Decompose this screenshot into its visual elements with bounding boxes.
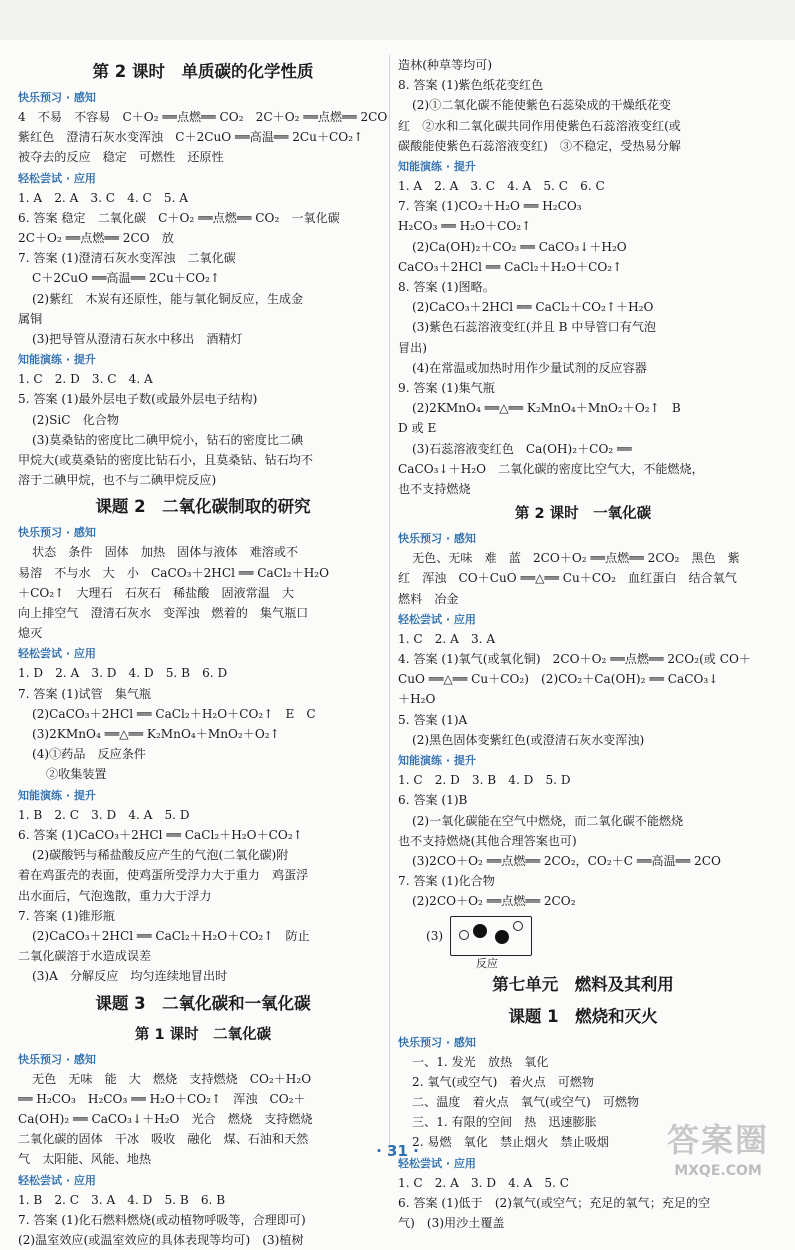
answer-line: 7. 答案 (1)澄清石灰水变浑浊 二氧化碳 [18, 251, 236, 266]
answer-line: 9. 答案 (1)集气瓶 [398, 381, 495, 396]
answer-line: 碳酸能使紫色石蕊溶液变红) ③不稳定，受热易分解 [398, 138, 681, 153]
answer-line: 5. 答案 (1)A [398, 712, 468, 727]
watermark-text: 答案圈 [666, 1121, 769, 1159]
subsection-label: 快乐预习 · 感知 [18, 526, 96, 540]
subsection-label: 知能演练 · 提升 [18, 788, 96, 802]
subsection-label: 快乐预习 · 感知 [398, 1035, 476, 1049]
answer-line: 气) (3)用沙土覆盖 [398, 1215, 505, 1230]
left-column [18, 55, 388, 1250]
answer-line: (2)黑色固体变紫红色(或澄清石灰水变浑浊) [412, 732, 645, 747]
answer-line: 8. 答案 (1)紫色纸花变红色 [398, 78, 544, 93]
answer-line: 气 太阳能、风能、地热 [18, 1152, 152, 1167]
answer-line: ②收集装置 [46, 767, 107, 782]
answer-line: 燃料 冶金 [398, 591, 459, 606]
answer-line: 7. 答案 (1)锥形瓶 [18, 908, 115, 923]
small-atom-icon [459, 930, 469, 940]
answer-line: 7. 答案 (1)试管 集气瓶 [18, 686, 152, 701]
answer-line: 熄灭 [18, 626, 43, 641]
right-column [398, 55, 768, 1233]
answer-line: 6. 答案 (1)低于 (2)氧气(或空气；充足的氧气；充足的空 [398, 1195, 711, 1210]
answer-line: 二氧化碳溶于水造成误差 [18, 949, 152, 964]
answer-line: (2)温室效应(或温室效应的具体表现等均可) (3)植树 [18, 1232, 304, 1247]
section-heading: 第 2 课时 单质碳的化学性质 [92, 62, 314, 81]
answer-line: 也不支持燃烧 [398, 482, 471, 497]
section-heading: 课题 3 二氧化碳和一氧化碳 [95, 993, 311, 1013]
reaction-box [450, 916, 532, 956]
answer-line: (3)A 分解反应 均匀连续地冒出时 [32, 969, 228, 984]
answer-line: 1. B 2. C 3. D 4. A 5. D [18, 807, 190, 822]
answer-line: 无色 无味 能 大 燃烧 支持燃烧 CO₂＋H₂O [32, 1071, 312, 1086]
answer-line: 6. 答案 稳定 二氧化碳 C＋O₂ ══点燃══ CO₂ 一氧化碳 [18, 210, 340, 225]
subsection-label: 知能演练 · 提升 [18, 353, 96, 367]
large-atom-icon [473, 924, 487, 938]
answer-line: 1. A 2. A 3. C 4. A 5. C 6. C [398, 179, 605, 194]
answer-line: 二氧化碳的固体 干冰 吸收 融化 煤、石油和天然 [18, 1132, 309, 1147]
answer-line: 属铜 [18, 311, 43, 326]
answer-line: (2)CaCO₃＋2HCl ══ CaCl₂＋CO₂↑＋H₂O [412, 300, 654, 315]
answer-line: D 或 E [398, 421, 437, 436]
watermark-logo [648, 1118, 788, 1192]
answer-line: (2)CaCO₃＋2HCl ══ CaCl₂＋H₂O＋CO₂↑ 防止 [32, 928, 310, 943]
answer-line: 5. 答案 (1)最外层电子数(或最外层电子结构) [18, 392, 258, 407]
answer-line: CaCO₃↓＋H₂O 二氧化碳的密度比空气大，不能燃烧， [398, 461, 704, 476]
page-number: · 31 · [376, 1142, 419, 1160]
answer-line: ＋CO₂↑ 大理石 石灰石 稀盐酸 固液常温 大 [18, 585, 295, 600]
answer-line: 6. 答案 (1)B [398, 793, 468, 808]
answer-line: 状态 条件 固体 加热 固体与液体 难溶或不 [32, 545, 299, 560]
diagram-label: (3) [426, 928, 444, 943]
answer-line: (2)2CO＋O₂ ══点燃══ 2CO₂ [412, 894, 576, 909]
answer-line: 三、1. 有限的空间 热 迅速膨胀 [412, 1115, 597, 1130]
answer-line: 甲烷大(或莫桑钻的密度比钻石小，且莫桑钻、钻石均不 [18, 453, 313, 468]
answer-line: 被夺去的反应 稳定 可燃性 还原性 [18, 150, 224, 165]
lesson-heading: 第 2 课时 一氧化碳 [514, 506, 652, 523]
answer-line: 7. 答案 (1)CO₂＋H₂O ══ H₂CO₃ [398, 199, 582, 214]
answer-line: 向上排空气 澄清石灰水 变浑浊 燃着的 集气瓶口 [18, 606, 309, 621]
top-shadow-band [0, 0, 795, 40]
subsection-label: 轻松尝试 · 应用 [18, 1173, 96, 1187]
answer-line: 冒出) [398, 340, 427, 355]
answer-line: 1. C 2. D 3. B 4. D 5. D [398, 773, 571, 788]
answer-line: ══ H₂CO₃ H₂CO₃ ══ H₂O＋CO₂↑ 浑浊 CO₂＋ [18, 1091, 306, 1106]
answer-line: (2)SiC 化合物 [32, 412, 119, 427]
reaction-diagram [398, 912, 768, 968]
answer-line: (3)2KMnO₄ ══△══ K₂MnO₄＋MnO₂＋O₂↑ [32, 727, 280, 742]
answer-line: (2)①二氧化碳不能使紫色石蕊染成的干燥纸花变 [412, 98, 672, 113]
answer-line: 1. C 2. A 3. A [398, 631, 496, 646]
answer-line: (2)紫红 木炭有还原性，能与氧化铜反应，生成金 [32, 291, 304, 306]
subsection-label: 快乐预习 · 感知 [398, 532, 476, 546]
answer-line: 1. D 2. A 3. D 4. D 5. B 6. D [18, 666, 228, 681]
answer-line: 无色、无味 难 蓝 2CO＋O₂ ══点燃══ 2CO₂ 黑色 紫 [412, 551, 740, 566]
answer-line: 1. B 2. C 3. A 4. D 5. B 6. B [18, 1192, 226, 1207]
answer-line: 4. 答案 (1)氧气(或氧化铜) 2CO＋O₂ ══点燃══ 2CO₂(或 CO＋ [398, 652, 751, 667]
answer-line: (4)①药品 反应条件 [32, 747, 146, 762]
subsection-label: 轻松尝试 · 应用 [398, 612, 476, 626]
answer-line: (3)莫桑钻的密度比二碘甲烷小，钻石的密度比二碘 [32, 432, 304, 447]
answer-line: 着在鸡蛋壳的表面，使鸡蛋所受浮力大于重力 鸡蛋浮 [18, 868, 309, 883]
subsection-label: 知能演练 · 提升 [398, 160, 476, 174]
watermark-url: MXQE.COM [674, 1163, 762, 1179]
section-heading: 课题 1 燃烧和灭火 [508, 1006, 658, 1026]
subsection-label: 快乐预习 · 感知 [18, 91, 96, 104]
lesson-heading: 第 1 课时 二氧化碳 [134, 1026, 272, 1043]
subsection-label: 轻松尝试 · 应用 [398, 1156, 476, 1170]
answer-line: 紫红色 澄清石灰水变浑浊 C＋2CuO ══高温══ 2Cu＋CO₂↑ [18, 130, 364, 145]
answer-line: (2)一氧化碳能在空气中燃烧，而二氧化碳不能燃烧 [412, 813, 684, 828]
diagram-caption: 反应 [476, 956, 498, 970]
answer-line: 红 浑浊 CO＋CuO ══△══ Cu＋CO₂ 血红蛋白 结合氧气 [398, 571, 737, 586]
answer-line: 一、1. 发光 放热 氧化 [412, 1054, 549, 1069]
small-atom-icon [513, 921, 523, 931]
answer-line: CaCO₃＋2HCl ══ CaCl₂＋H₂O＋CO₂↑ [398, 259, 623, 274]
answer-line: (3)把导管从澄清石灰水中移出 酒精灯 [32, 332, 243, 347]
answer-line: 4 不易 不容易 C＋O₂ ══点燃══ CO₂ 2C＋O₂ ══点燃══ 2CO [18, 110, 388, 124]
answer-line: 1. A 2. A 3. C 4. C 5. A [18, 190, 188, 205]
column-divider [389, 55, 390, 1155]
answer-line: 1. C 2. A 3. D 4. A 5. C [398, 1175, 569, 1190]
answer-line: 2. 易燃 氧化 禁止烟火 禁止吸烟 [412, 1135, 609, 1150]
answer-line: (2)CaCO₃＋2HCl ══ CaCl₂＋H₂O＋CO₂↑ E C [32, 706, 316, 721]
answer-line: 1. C 2. D 3. C 4. A [18, 372, 153, 387]
answer-line: (4)在常温或加热时用作少量试剂的反应容器 [412, 360, 647, 375]
answer-line: 造林(种草等均可) [398, 58, 493, 72]
answer-line: 红 ②水和二氧化碳共同作用使紫色石蕊溶液变红(或 [398, 118, 681, 133]
answer-line: 易溶 不与水 大 小 CaCO₃＋2HCl ══ CaCl₂＋H₂O [18, 565, 330, 580]
answer-line: 也不支持燃烧(其他合理答案也可) [398, 833, 577, 848]
answer-line: 溶于二碘甲烷，也不与二碘甲烷反应) [18, 473, 217, 488]
answer-line: 二、温度 着火点 氧气(或空气) 可燃物 [412, 1094, 640, 1109]
answer-line: (3)2CO＋O₂ ══点燃══ 2CO₂，CO₂＋C ══高温══ 2CO [412, 853, 721, 868]
answer-line: Ca(OH)₂ ══ CaCO₃↓＋H₂O 光合 燃烧 支持燃烧 [18, 1111, 313, 1126]
answer-line: (3)紫色石蕊溶液变红(并且 B 中导管口有气泡 [412, 320, 657, 335]
subsection-label: 知能演练 · 提升 [398, 754, 476, 768]
answer-line: 2C＋O₂ ══点燃══ 2CO 放 [18, 231, 174, 246]
answer-line: 出水面后，气泡逸散，重力大于浮力 [18, 888, 212, 903]
answer-line: 7. 答案 (1)化合物 [398, 874, 495, 889]
answer-line: CuO ══△══ Cu＋CO₂) (2)CO₂＋Ca(OH)₂ ══ CaCO₃↓ [398, 672, 719, 687]
answer-line: (2)Ca(OH)₂＋CO₂ ══ CaCO₃↓＋H₂O [412, 239, 627, 254]
section-heading: 第七单元 燃料及其利用 [492, 974, 674, 994]
answer-line: (3)石蕊溶液变红色 Ca(OH)₂＋CO₂ ══ [412, 441, 632, 456]
section-heading: 课题 2 二氧化碳制取的研究 [95, 497, 311, 517]
subsection-label: 快乐预习 · 感知 [18, 1052, 96, 1066]
answer-line: ＋H₂O [398, 692, 436, 707]
answer-line: 7. 答案 (1)化石燃料燃烧(或动植物呼吸等，合理即可) [18, 1212, 306, 1227]
answer-line: C＋2CuO ══高温══ 2Cu＋CO₂↑ [32, 271, 220, 286]
answer-line: 2. 氧气(或空气) 着火点 可燃物 [412, 1074, 595, 1089]
subsection-label: 轻松尝试 · 应用 [18, 647, 96, 661]
answer-line: (2)碳酸钙与稀盐酸反应产生的气泡(二氧化碳)附 [32, 848, 289, 863]
answer-line: 8. 答案 (1)图略。 [398, 280, 495, 295]
subsection-label: 轻松尝试 · 应用 [18, 171, 96, 185]
large-atom-icon [495, 930, 509, 944]
answer-line: H₂CO₃ ══ H₂O＋CO₂↑ [398, 219, 532, 234]
answer-line: 6. 答案 (1)CaCO₃＋2HCl ══ CaCl₂＋H₂O＋CO₂↑ [18, 827, 303, 842]
answer-line: (2)2KMnO₄ ══△══ K₂MnO₄＋MnO₂＋O₂↑ B [412, 401, 681, 416]
